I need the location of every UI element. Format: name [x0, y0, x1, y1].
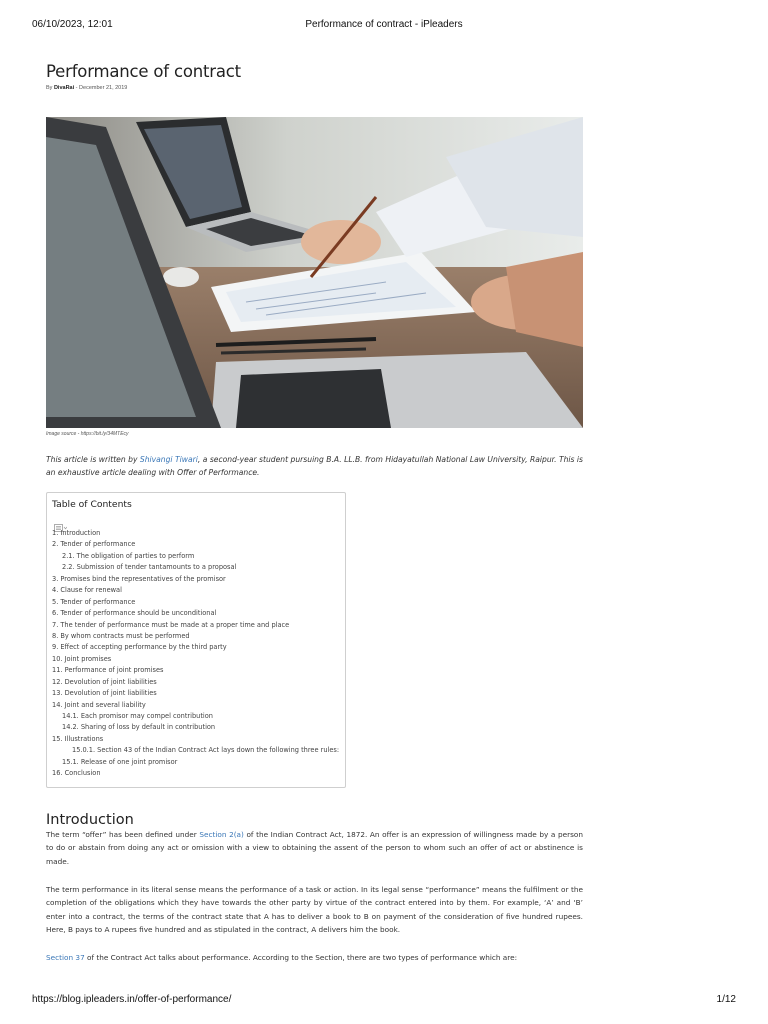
toc-toggle-icon[interactable]: [54, 517, 67, 525]
toc-item[interactable]: 14.1. Each promisor may compel contribution: [62, 712, 213, 720]
author-link[interactable]: DivaRai: [53, 85, 75, 91]
hero-illustration: [46, 117, 583, 428]
author-note-after: , a second-year student pursuing B.A. LL.B. from Hidayatullah National Law University, Raipur. This is an exhaustive article dealing with Offer of Performance.: [46, 455, 583, 477]
paragraph-offer-before: The term “offer” has been defined under: [46, 830, 200, 839]
article-header: [46, 62, 584, 95]
toc-item[interactable]: 13. Devolution of joint liabilities: [52, 689, 157, 698]
toc-item[interactable]: 1. Introduction: [52, 529, 101, 537]
toc-item[interactable]: 2.2. Submission of tender tantamounts to a proposal: [62, 563, 237, 572]
byline: [46, 85, 584, 95]
toc-item[interactable]: 3. Promises bind the representatives of the promisor: [52, 574, 226, 583]
paragraph-section-37-after: of the Contract Act talks about performance. According to the Section, there are two types of performance which are:: [84, 953, 518, 962]
author-note-before: This article is written by: [46, 455, 140, 464]
hero-image: [46, 117, 583, 428]
toc-item[interactable]: 2.1. The obligation of parties to perform: [62, 551, 195, 560]
table-of-contents: [46, 492, 346, 788]
toc-item[interactable]: 5. Tender of performance: [52, 597, 136, 606]
toc-item[interactable]: 2. Tender of performance: [52, 540, 136, 549]
toc-item[interactable]: 14. Joint and several liability: [52, 700, 146, 709]
byline-by: By: [46, 85, 53, 91]
section-2a-link[interactable]: Section 2(a): [199, 830, 244, 839]
toc-item[interactable]: 9. Effect of accepting performance by the third party: [52, 643, 227, 652]
toc-item[interactable]: 6. Tender of performance should be unconditional: [52, 609, 217, 618]
print-page-title: Performance of contract - iPleaders: [305, 19, 463, 30]
toc-item[interactable]: 12. Devolution of joint liabilities: [52, 677, 157, 686]
image-caption: Image source - https://bit.ly/34MTEcy: [46, 431, 129, 437]
section-heading-introduction: Introduction: [46, 812, 134, 829]
section-37-link[interactable]: Section 37: [46, 953, 85, 962]
publish-date: December 21, 2019: [79, 85, 128, 91]
toc-list: [52, 528, 344, 780]
paragraph-section-37: [46, 951, 583, 964]
toc-item[interactable]: 10. Joint promises: [52, 654, 112, 663]
toc-item[interactable]: 4. Clause for renewal: [52, 586, 122, 595]
toc-item[interactable]: 16. Conclusion: [52, 769, 101, 778]
print-footer: [32, 994, 736, 1008]
toc-item[interactable]: 8. By whom contracts must be performed: [52, 631, 190, 640]
author-profile-link[interactable]: Shivangi Tiwari: [139, 455, 198, 464]
paragraph-offer-after: of the Indian Contract Act, 1872. An offer is an expression of willingness made by a person to do or abstain from doing any act or omission with a view to obtaining the assent of the person to whom such an offer of act or abstinence is made.: [46, 830, 583, 866]
print-url: https://blog.ipleaders.in/offer-of-performance/: [32, 994, 232, 1005]
author-note: [46, 453, 583, 479]
print-header: [32, 19, 736, 33]
byline-separator: -: [75, 85, 78, 91]
toc-item[interactable]: 15.0.1. Section 43 of the Indian Contract Act lays down the following three rules:: [72, 746, 340, 755]
toc-item[interactable]: 7. The tender of performance must be made at a proper time and place: [52, 620, 290, 629]
toc-item[interactable]: 15. Illustrations: [52, 734, 104, 743]
paragraph-performance: The term performance in its literal sense means the performance of a task or action. In its legal sense “performance” means the fulfilment or the completion of the obligations which they have towards the other party by virtue of the contract entered into by them. For example, ‘A’ and ‘B’ enter into a contract, the terms of the contract state that A has to deliver a book to B on payment of the consideration of five hundred rupees. Here, B pays to A rupees five hundred and as stipulated in the contract, A delivers him the book.: [46, 885, 583, 935]
toc-item[interactable]: 15.1. Release of one joint promisor: [62, 757, 178, 766]
paragraph-offer: [46, 828, 583, 868]
toc-title: Table of Contents: [52, 499, 132, 510]
article-title: Performance of contract: [46, 62, 241, 81]
toc-item[interactable]: 14.2. Sharing of loss by default in contribution: [62, 723, 216, 732]
toc-item[interactable]: 11. Performance of joint promises: [52, 666, 164, 675]
print-page-number: 1/12: [716, 994, 736, 1005]
print-datetime: 06/10/2023, 12:01: [32, 19, 113, 30]
